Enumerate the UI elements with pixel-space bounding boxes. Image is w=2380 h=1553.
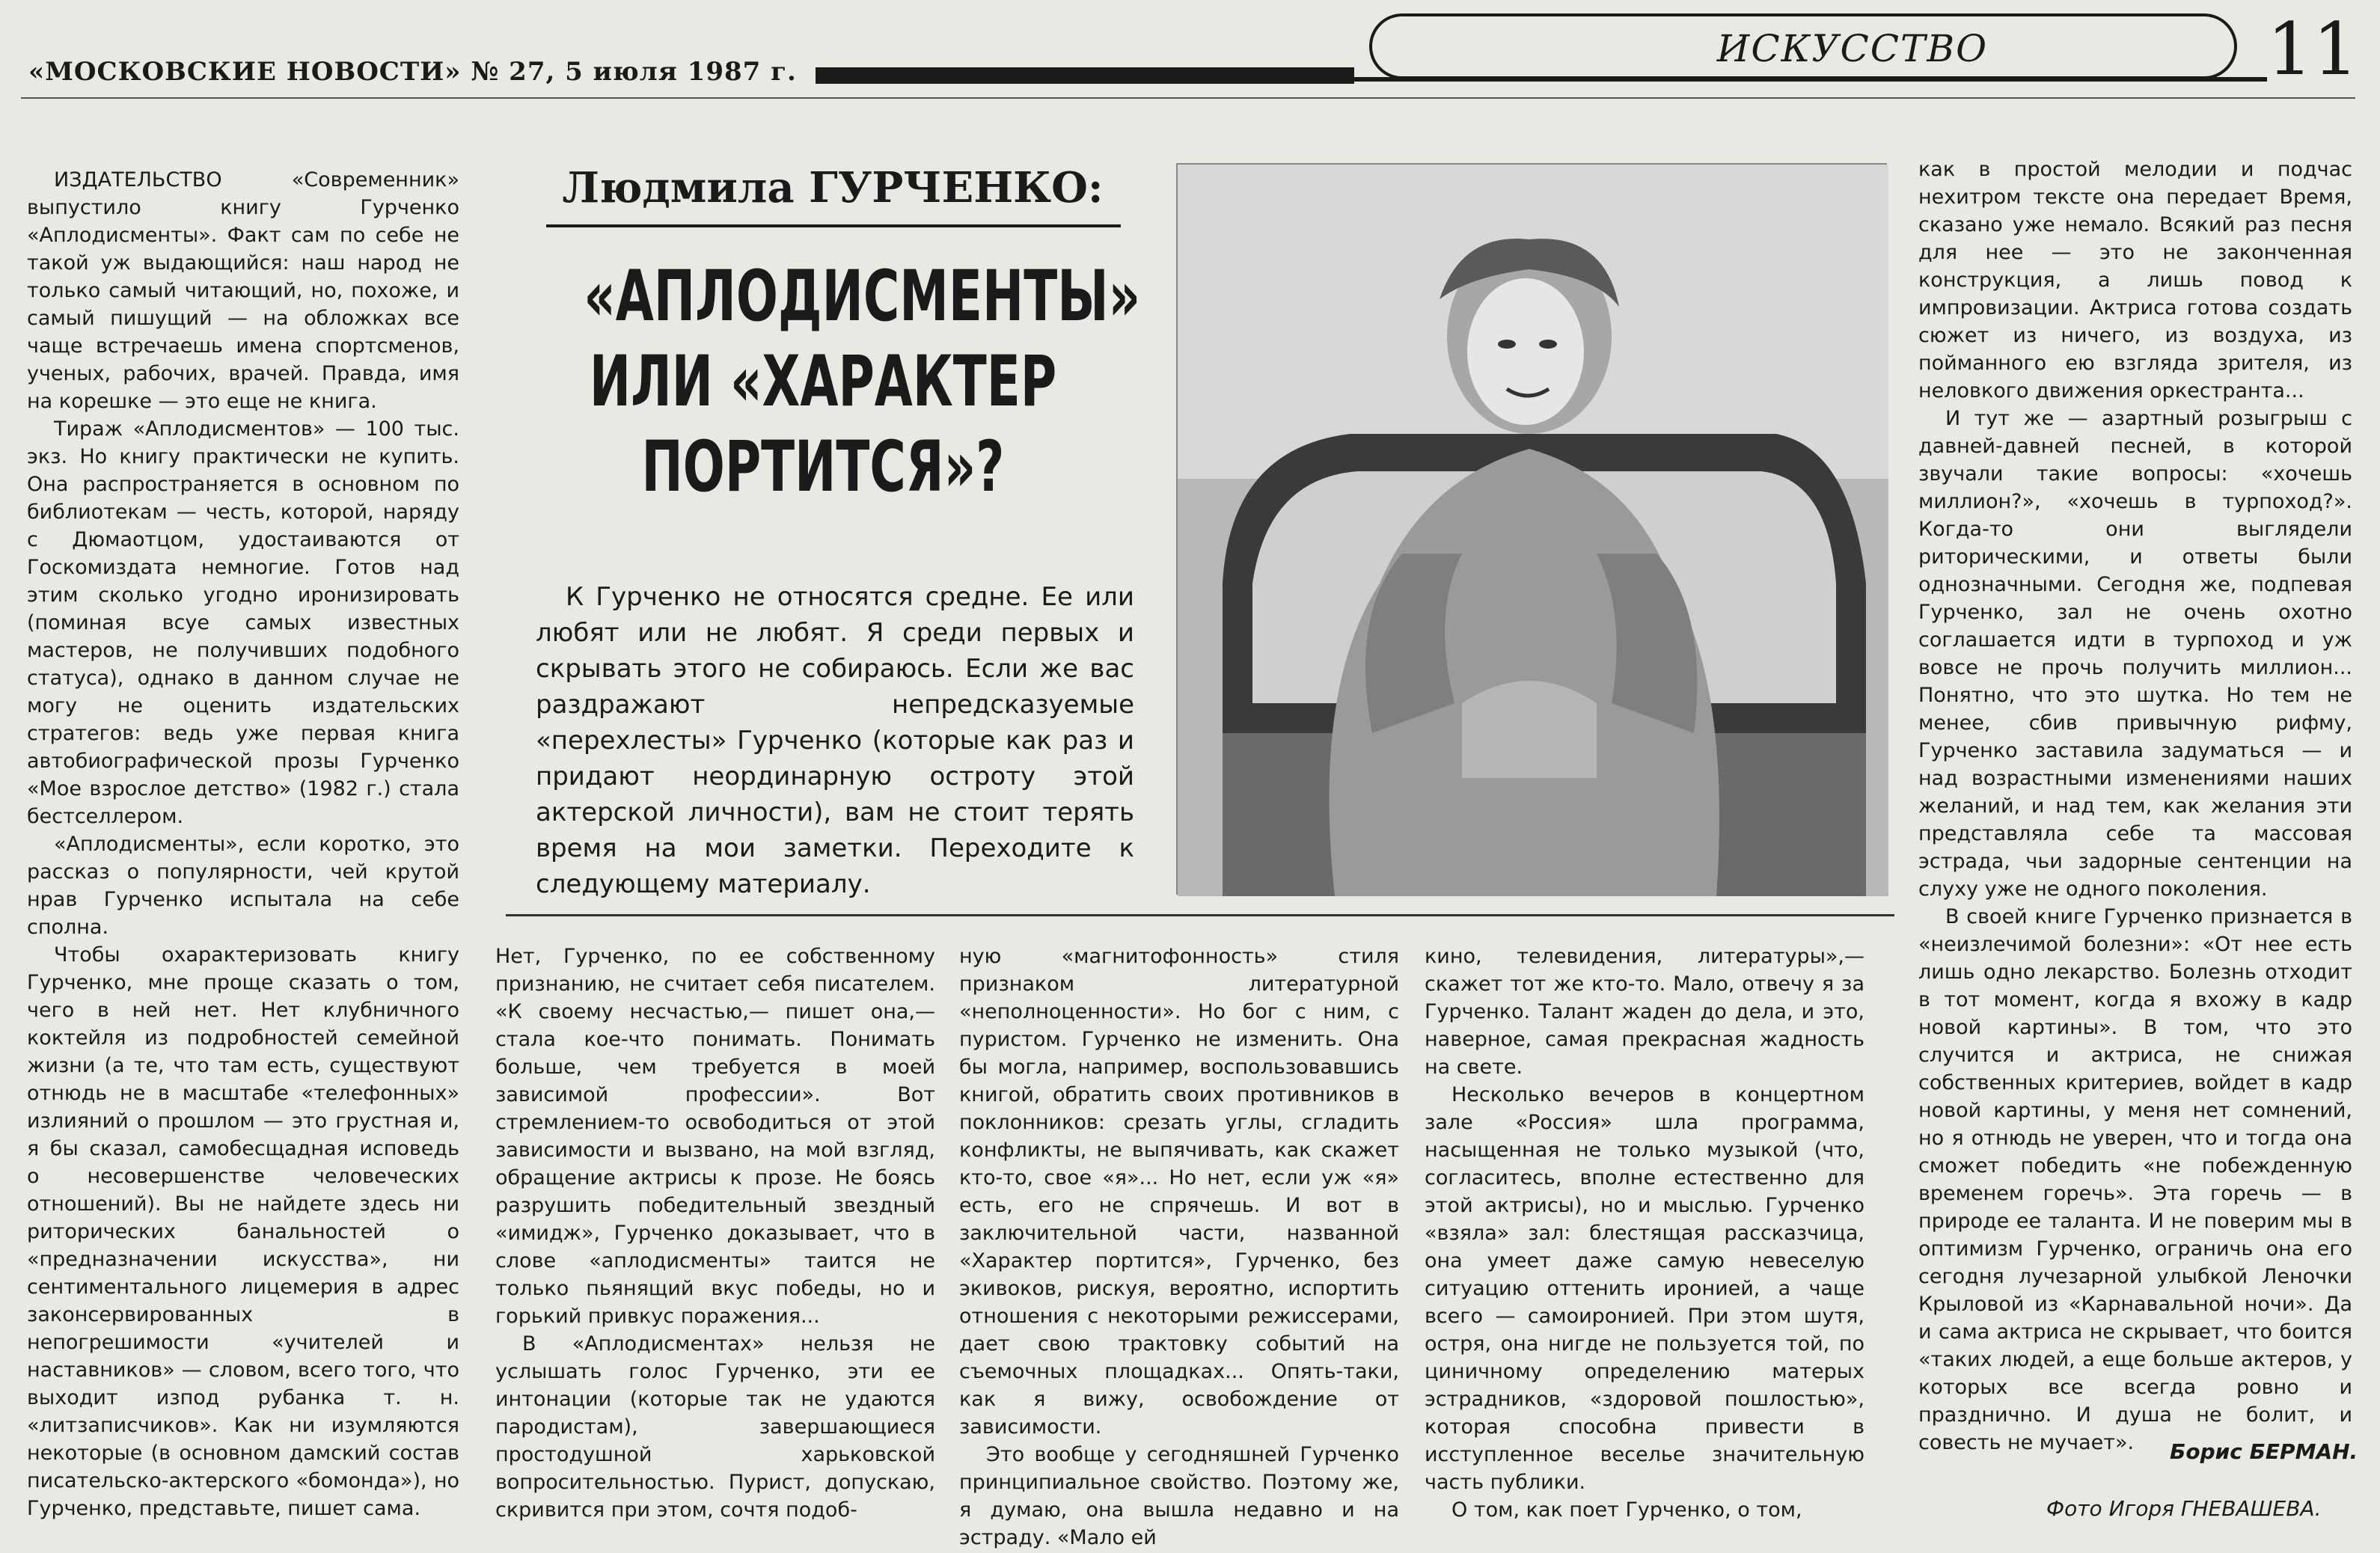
paragraph: В своей книге Гурченко признается в «неизлечимой болезни»: «От нее есть лишь одно лекарство. Болезнь отходит в тот момент, когда я вхожу в кадр новой картины». В том, что это случится и актриса, не снижая собственных критериев, войдет в кадр новой картины, у меня нет сомнений, но я отнюдь не уверен, что и тогда она сможет победить «не побежденную временем горечь». Эта горечь — в природе ее таланта. И не поверим мы в оптимизм Гурченко, ограничь она его сегодня лучезарной улыбкой Леночки Крыловой из «Карнавальной ночи». Да и сама актриса не скрывает, что боится «таких людей, а еще больше актеров, у которых все всегда ровно и празднично. И душа не болит, и совесть не мучает». [1918, 905, 2352, 1454]
article-headline [584, 254, 1141, 510]
section-label-text: ИСКУССТВО [1716, 27, 1989, 70]
headline-line: «АПЛОДИСМЕНТЫ» [584, 256, 1141, 337]
portrait-illustration [1178, 165, 1888, 896]
section-label [1369, 13, 2237, 79]
paragraph: Тираж «Аплодисментов» — 100 тыс. экз. Но книгу практически не купить. Она распространяется в основном по библиотекам — честь, которой, наряду с Дюмаотцом, удостаиваются от Госкомиздата немногие. Готов над этим сколько угодно иронизировать (поминая всуе самых известных мастеров, не получивших подобного статуса), однако в данном случае не могу не оценить издательских стратегов: ведь уже первая книга автобиографической прозы Гурченко «Мое взрослое детство» (1982 г.) стала бестселлером. [27, 417, 459, 828]
portrait-photo [1176, 163, 1887, 895]
article-column-1 [27, 166, 459, 1528]
article-column-4 [1425, 943, 1864, 1526]
paragraph: ную «магнитофонность» стиля признаком литературной «неполноценности». Но бог с ним, с пуристом. Гурченко не изменить. Она бы могла, например, воспользовавшись книгой, обратить своих противников в поклонников: срезать углы, сгладить конфликты, не выпячивать, как скажет кто-то, свое «я»... Но нет, если уж «я» есть, его не спрячешь. И вот в заключительной части, названной «Характер портится», Гурченко, без экивоков, рискуя, вероятно, испортить отношения с некоторыми режиссерами, дает свою трактовку событий на съемочных площадках... Опять-таки, как я вижу, освобождение от зависимости. [959, 945, 1399, 1439]
paragraph: ИЗДАТЕЛЬСТВО «Современник» выпустило книгу Гурченко «Аплодисменты». Факт сам по себе не такой уж выдающийся: наш народ не только самый читающий, но, похоже, и самый пишущий — на обложках все чаще встречаешь имена спортсменов, ученых, рабочих, врачей. Правда, имя на корешке — это еще не книга. [27, 168, 459, 413]
paragraph: Это вообще у сегодняшней Гурченко принципиальное свойство. Поэтому же, я думаю, она вышла недавно и на эстраду. «Мало ей [959, 1443, 1399, 1549]
paragraph: Чтобы охарактеризовать книгу Гурченко, мне проще сказать о том, чего в ней нет. Нет клубничного коктейля из подробностей семейной жизни (а те, что там есть, существуют отнюдь не в масштабе «телефонных» излияний о прошлом — это грустная и, я бы сказал, самобесщадная исповедь о несовершенстве человеческих отношений). Вы не найдете здесь ни риторических банальностей о «предназначении искусства», ни сентиментального лицемерия в адрес законсервированных в непогрешимости «учителей и наставников» — словом, всего того, что выходит изпод рубанка т. н. «литзаписчиков». Как ни изумляются некоторые (в основном дамский состав писательско-актерского «бомонда»), но Гурченко, представьте, пишет сама. [27, 943, 459, 1520]
article-column-2 [495, 943, 935, 1526]
article-column-3 [959, 943, 1399, 1549]
headline-line: ИЛИ «ХАРАКТЕР [589, 341, 1057, 423]
newspaper-masthead: «МОСКОВСКИЕ НОВОСТИ» № 27, 5 июля 1987 г. [28, 57, 797, 87]
article-lead [536, 579, 1134, 902]
paragraph: В «Аплодисментах» нельзя не услышать голос Гурченко, эти ее интонации (которые так не удаются пародистам), завершающиеся простодушной харьковской вопросительностью. Пурист, допускаю, скривится при этом, сочтя подоб- [495, 1332, 935, 1522]
paragraph: кино, телевидения, литературы»,— скажет тот же кто-то. Мало, отвечу я за Гурченко. Талант жаден до дела, и это, наверное, самая прекрасная жадность на свете. [1425, 945, 1864, 1079]
masthead-bar [816, 67, 1354, 84]
page-number: 11 [2267, 7, 2359, 91]
column-rule [506, 914, 1894, 916]
photo-credit: Фото Игоря ГНЕВАШЕВА. [2046, 1496, 2322, 1521]
paragraph: Несколько вечеров в концертном зале «Россия» шла программа, насыщенная не только музыкой (что, согласитесь, вполне естественно для этой актрисы), но и мыслью. Гурченко «взяла» зал: блестящая рассказчица, она умеет даже самую невеселую ситуацию оттенить иронией, а чаще всего — самоиронией. При этом шутя, остря, она нигде не пользуется той, по циничному определению матерых эстрадников, «здоровой пошлостью», которая способна привести в исступленное веселье значительную часть публики. [1425, 1083, 1864, 1494]
paragraph: И тут же — азартный розыгрыш с давней-давней песней, в которой звучали такие вопросы: «хочешь миллион?», «хочешь в турпоход?». Когда-то они выглядели риторическими, и ответы были однозначными. Сегодня же, подпевая Гурченко, зал не очень охотно соглашается идти в турпоход и уж вовсе не прочь получить миллион... Понятно, что это шутка. Но тем не менее, сбив привычную рифму, Гурченко заставила задуматься — и над возрастными изменениями наших желаний, и над тем, как желания эти представляла себе та массовая эстрада, чьи задорные сентенции на слуху уже не одного поколения. [1918, 407, 2352, 901]
paragraph: Нет, Гурченко, по ее собственному признанию, не считает себя писателем. «К своему несчастью,— пишет она,— стала кое-что понимать. Понимать больше, чем требуется в моей зависимой профессии». Вот стремлением-то освободиться от этой зависимости и вызвано, на мой взгляд, обращение актрисы к прозе. Не боясь разрушить победительный звездный «имидж», Гурченко доказывает, что в слове «аплодисменты» таится не только пьянящий вкус победы, но и горький привкус поражения... [495, 945, 935, 1328]
lead-paragraph: К Гурченко не относятся средне. Ее или любят или не любят. Я среди первых и скрывать этого не собираюсь. Если же вас раздражают непредсказуемые «перехлесты» Гурченко (которые как раз и придают неординарную остроту этой актерской личности), вам не стоит терять время на мои заметки. Переходите к следующему материалу. [536, 582, 1134, 899]
headline-line: ПОРТИТСЯ»? [641, 426, 1005, 508]
paragraph: О том, как поет Гурченко, о том, [1451, 1498, 1802, 1522]
header-divider [21, 97, 2355, 99]
author-signature: Борис БЕРМАН. [2170, 1439, 2358, 1464]
paragraph: как в простой мелодии и подчас нехитром тексте она передает Время, сказано уже немало. Всякий раз песня для нее — это не законченная конструкция, а лишь повод к импровизации. Актриса готова создать сюжет из ничего, из воздуха, из пойманного ею взгляда зрителя, из неловкого движения оркестранта... [1918, 158, 2352, 402]
article-kicker: Людмила ГУРЧЕНКО: [562, 163, 1104, 212]
kicker-rule [546, 224, 1121, 227]
paragraph: «Аплодисменты», если коротко, это рассказ о популярности, чей крутой нрав Гурченко испытала на себе сполна. [27, 833, 459, 939]
